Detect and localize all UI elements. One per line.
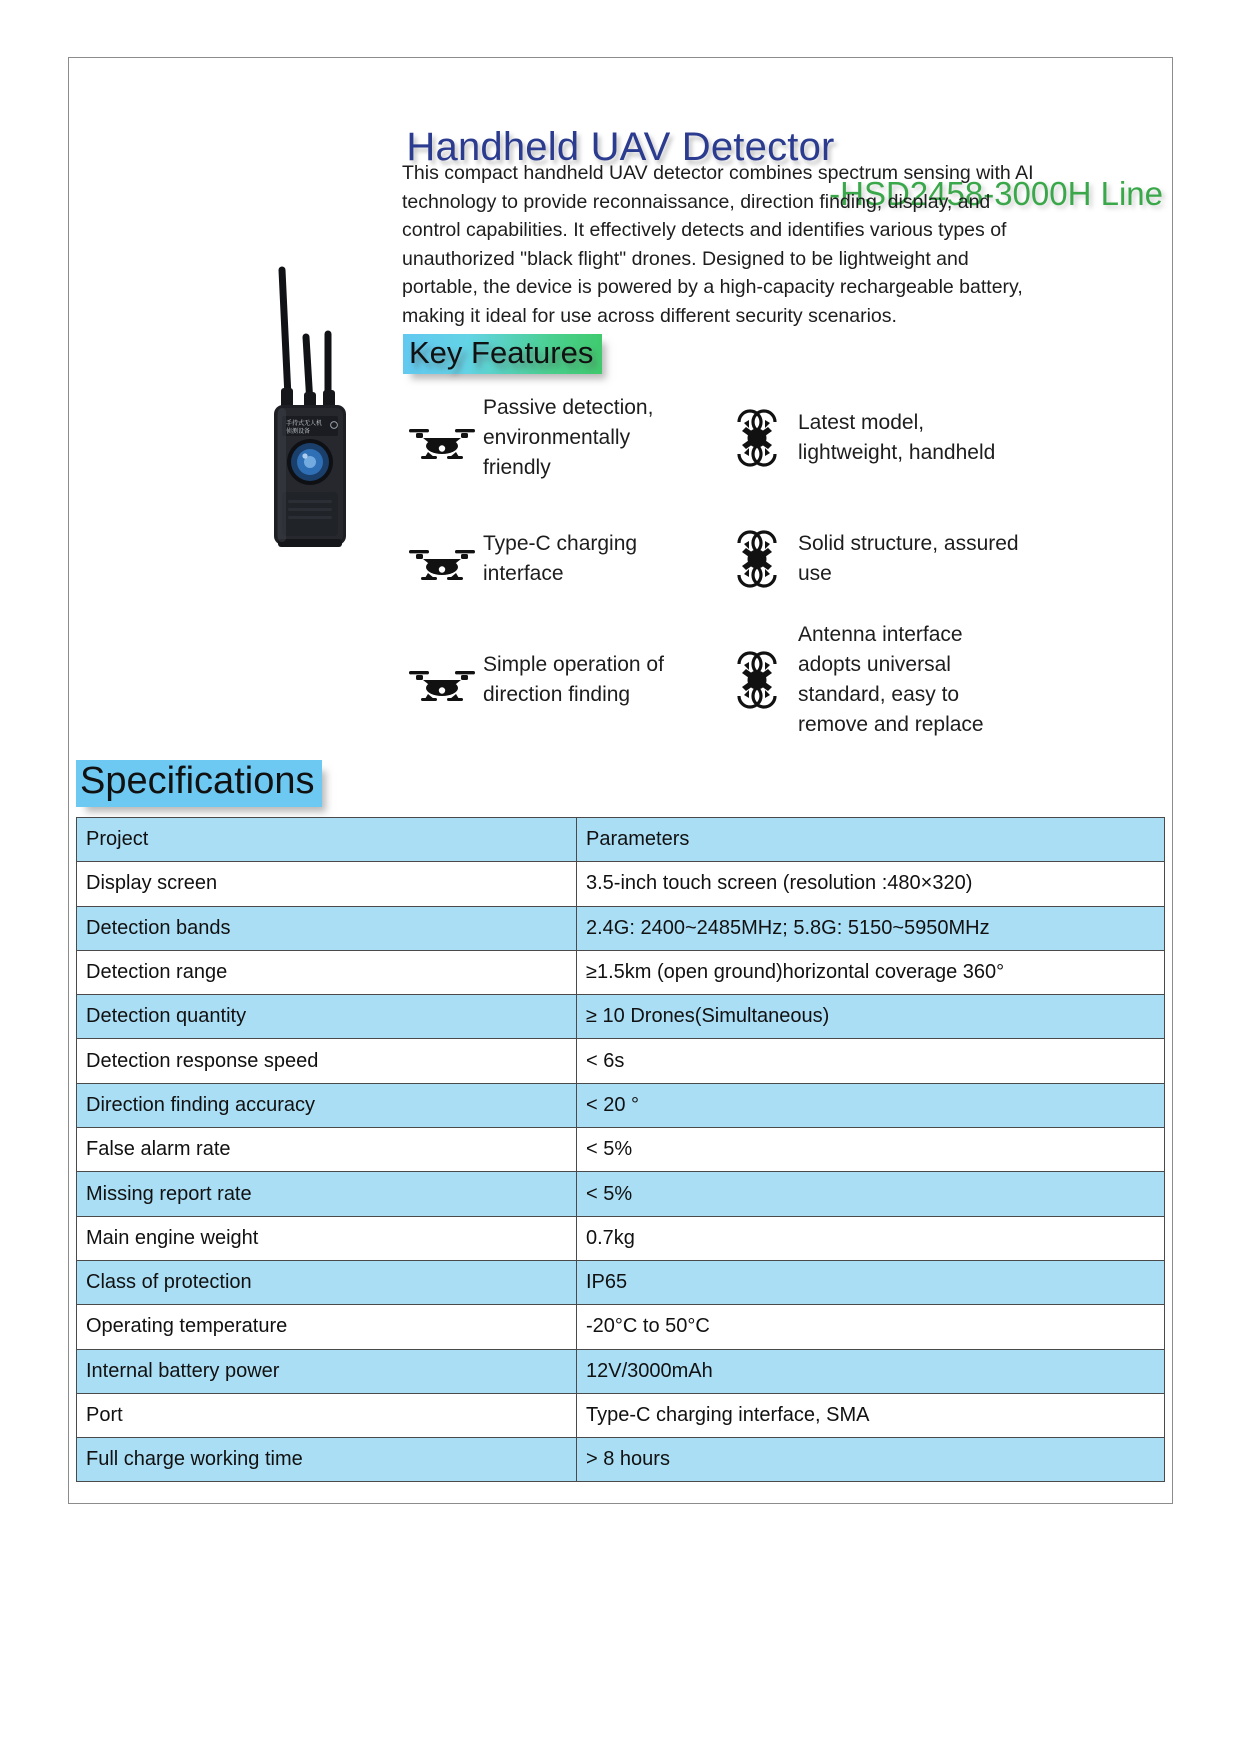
table-row xyxy=(77,1128,1165,1172)
specifications-table-body xyxy=(77,818,1165,1482)
spec-name: Operating temperature xyxy=(77,1305,577,1349)
feature-item xyxy=(402,379,719,497)
model-subtitle: -HSD2458-3000H Line xyxy=(829,175,1163,212)
feature-label: Antenna interface adopts universal standard, easy to remove and replace xyxy=(798,623,984,736)
spec-value: ≥1.5km (open ground)horizontal coverage 360° xyxy=(577,950,1165,994)
table-header-row xyxy=(77,818,1165,862)
table-row xyxy=(77,1260,1165,1304)
feature-label: Solid structure, assured use xyxy=(798,532,1019,585)
table-row xyxy=(77,1305,1165,1349)
feature-item xyxy=(402,497,719,621)
spec-value: ≥ 10 Drones(Simultaneous) xyxy=(577,995,1165,1039)
quadcopter-top-icon xyxy=(721,526,793,592)
spec-value: Type-C charging interface, SMA xyxy=(577,1393,1165,1437)
table-row xyxy=(77,862,1165,906)
spec-value: 12V/3000mAh xyxy=(577,1349,1165,1393)
drone-side-icon xyxy=(406,537,478,581)
spec-value: IP65 xyxy=(577,1260,1165,1304)
feature-item xyxy=(402,621,719,739)
table-row xyxy=(77,1039,1165,1083)
feature-label: Latest model, lightweight, handheld xyxy=(798,411,996,464)
spec-name: Direction finding accuracy xyxy=(77,1083,577,1127)
spec-value: > 8 hours xyxy=(577,1438,1165,1482)
spec-value: -20°C to 50°C xyxy=(577,1305,1165,1349)
table-row xyxy=(77,1083,1165,1127)
spec-value: < 20 ° xyxy=(577,1083,1165,1127)
spec-value: < 5% xyxy=(577,1172,1165,1216)
quadcopter-top-icon xyxy=(721,405,793,471)
spec-name: Detection response speed xyxy=(77,1039,577,1083)
drone-side-icon xyxy=(406,658,478,702)
feature-item xyxy=(719,497,1036,621)
feature-label: Type-C charging interface xyxy=(483,532,638,585)
key-features-grid xyxy=(402,379,1036,739)
spec-value: 0.7kg xyxy=(577,1216,1165,1260)
feature-label: Passive detection, environmentally friendly xyxy=(483,396,654,479)
spec-name: Port xyxy=(77,1393,577,1437)
table-row xyxy=(77,1172,1165,1216)
svg-text:侦测设备: 侦测设备 xyxy=(286,428,311,435)
svg-text:手持式无人机: 手持式无人机 xyxy=(286,420,323,427)
table-row xyxy=(77,906,1165,950)
specifications-heading-wrap xyxy=(76,760,322,807)
specifications-table xyxy=(76,817,1165,1482)
spec-name: Missing report rate xyxy=(77,1172,577,1216)
spec-name: Display screen xyxy=(77,862,577,906)
key-features-heading: Key Features xyxy=(403,334,602,374)
column-header-parameters: Parameters xyxy=(577,818,1165,862)
spec-name: Internal battery power xyxy=(77,1349,577,1393)
table-row xyxy=(77,1349,1165,1393)
feature-label: Simple operation of direction finding xyxy=(483,653,664,706)
spec-name: Detection quantity xyxy=(77,995,577,1039)
table-row xyxy=(77,995,1165,1039)
spec-name: Class of protection xyxy=(77,1260,577,1304)
spec-value: 2.4G: 2400~2485MHz; 5.8G: 5150~5950MHz xyxy=(577,906,1165,950)
feature-item xyxy=(719,379,1036,497)
spec-name: Detection range xyxy=(77,950,577,994)
table-row xyxy=(77,1393,1165,1437)
page-title: Handheld UAV Detector xyxy=(406,125,835,169)
quadcopter-top-icon xyxy=(721,647,793,713)
spec-value: < 6s xyxy=(577,1039,1165,1083)
drone-side-icon xyxy=(406,416,478,460)
feature-row xyxy=(402,497,1036,621)
spec-name: False alarm rate xyxy=(77,1128,577,1172)
specifications-heading: Specifications xyxy=(76,760,322,807)
table-row xyxy=(77,950,1165,994)
product-description: This compact handheld UAV detector combines spectrum sensing with AI technology to provide reconnaissance, direction finding, display, and control capabilities. It effectively detects and identifies various types of unauthorized "black flight" drones. Designed to be lightweight and portable, the device is powered by a high-capacity rechargeable battery, making it ideal for use across different security scenarios. xyxy=(402,162,1034,327)
spec-value: < 5% xyxy=(577,1128,1165,1172)
feature-row xyxy=(402,621,1036,739)
table-row xyxy=(77,1438,1165,1482)
column-header-project: Project xyxy=(77,818,577,862)
feature-item xyxy=(719,621,1036,739)
spec-value: 3.5-inch touch screen (resolution :480×320) xyxy=(577,862,1165,906)
spec-name: Main engine weight xyxy=(77,1216,577,1260)
key-features-heading-wrap xyxy=(403,334,602,374)
spec-name: Detection bands xyxy=(77,906,577,950)
spec-name: Full charge working time xyxy=(77,1438,577,1482)
feature-row xyxy=(402,379,1036,497)
table-row xyxy=(77,1216,1165,1260)
